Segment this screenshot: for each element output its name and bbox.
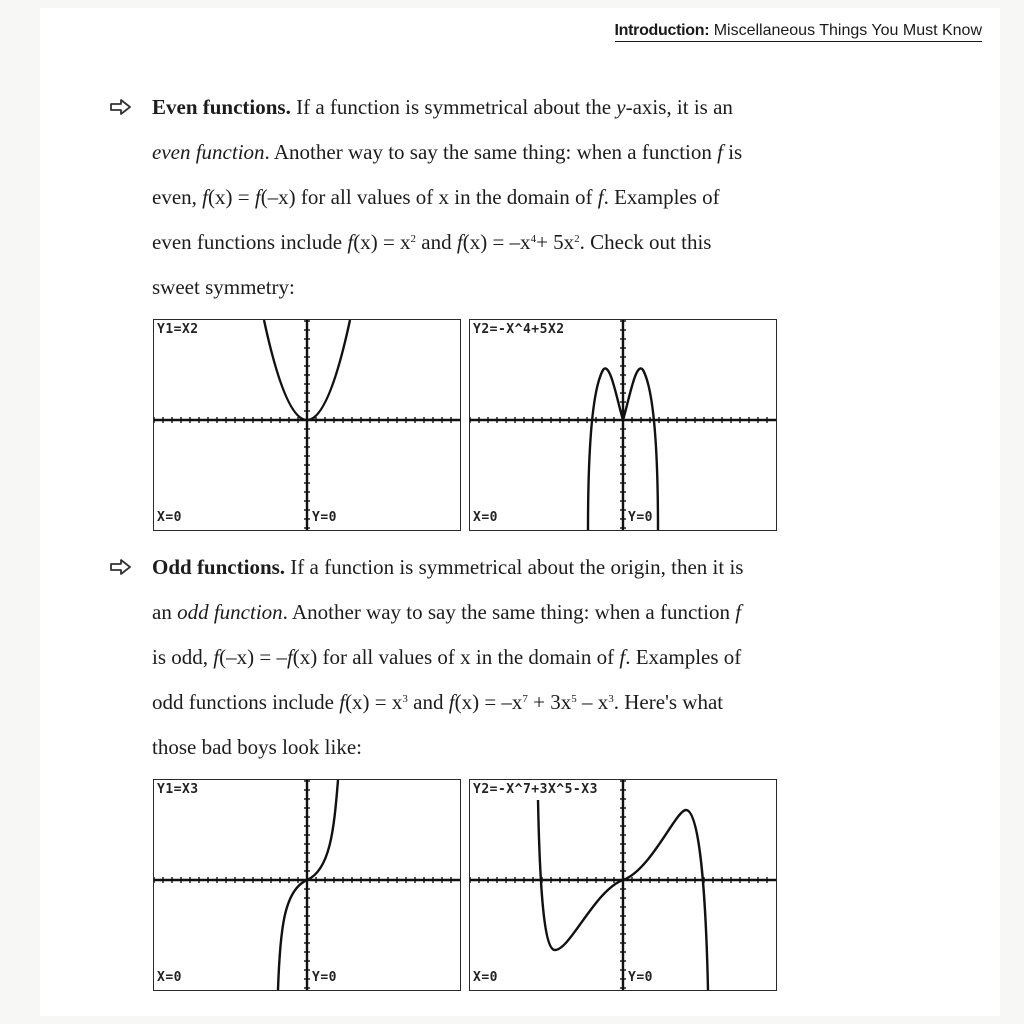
text-run: odd functions include: [152, 690, 340, 714]
paragraph-line: [152, 186, 872, 231]
text-run: f: [339, 690, 346, 714]
graph-x-readout: X=0: [473, 510, 498, 525]
exponent: 2: [574, 233, 580, 245]
text-run: sweet symmetry:: [152, 275, 295, 299]
text-run: and: [407, 690, 449, 714]
text-run: even functions include: [152, 230, 348, 254]
text-run: . Another way to say the same thing: when a function: [264, 140, 718, 164]
text-run: y: [616, 95, 626, 119]
paragraph-line: [152, 601, 872, 646]
text-run: (–x) = –: [219, 645, 287, 669]
term-emphasis: even function: [152, 140, 265, 164]
text-run: . Another way to say the same thing: when a function: [282, 600, 736, 624]
graph-plot: [154, 320, 460, 530]
text-run: If a function is symmetrical about the origin, then it is: [285, 555, 744, 579]
graph-plot: [154, 780, 460, 990]
text-run: even,: [152, 185, 203, 209]
paragraph-line: [152, 276, 872, 321]
text-run: f: [735, 600, 742, 624]
paragraph-line: [152, 96, 872, 141]
term-heading: Odd functions.: [152, 555, 286, 579]
graph-x-readout: X=0: [157, 510, 182, 525]
odd-functions-paragraph: [152, 556, 872, 781]
text-run: (x) = x: [345, 690, 403, 714]
graph-y-readout: Y=0: [312, 970, 337, 985]
calculator-graph-y1-even: [153, 319, 461, 531]
text-run: those bad boys look like:: [152, 735, 362, 759]
graph-y-readout: Y=0: [628, 970, 653, 985]
exponent: 3: [608, 693, 614, 705]
text-run: (x) = x: [353, 230, 411, 254]
text-run: f: [456, 230, 463, 254]
text-run: f: [597, 185, 604, 209]
arrow-right-outline-icon: [110, 558, 132, 576]
graph-x-readout: X=0: [473, 970, 498, 985]
text-run: (x) =: [208, 185, 255, 209]
text-run: . Check out this: [579, 230, 712, 254]
text-run: . Here's what: [613, 690, 724, 714]
axis-ticks: [154, 321, 451, 528]
axis-ticks: [470, 321, 767, 528]
arrow-right-outline-icon: [110, 98, 132, 116]
text-run: is odd,: [152, 645, 214, 669]
exponent: 5: [571, 693, 577, 705]
text-run: f: [254, 185, 261, 209]
text-run: + 5x: [536, 230, 575, 254]
text-run: is: [722, 140, 743, 164]
text-run: f: [202, 185, 208, 209]
text-run: If a function is symmetrical about the: [290, 95, 617, 119]
paragraph-line: [152, 646, 872, 691]
graph-equation: Y1=X3: [157, 782, 199, 797]
graph-plot: [470, 780, 776, 990]
axis-ticks: [154, 781, 451, 988]
calculator-graph-y1-odd: [153, 779, 461, 991]
text-run: an: [152, 600, 178, 624]
text-run: f: [619, 645, 626, 669]
text-run: + 3x: [527, 690, 572, 714]
text-run: – x: [576, 690, 609, 714]
calculator-graph-y2-even: [469, 319, 777, 531]
exponent: 2: [410, 233, 417, 245]
text-run: . Examples of: [625, 645, 742, 669]
graph-equation: Y2=-X^4+5X2: [473, 322, 565, 337]
paragraph-line: [152, 231, 872, 276]
paragraph-line: [152, 141, 872, 186]
text-run: f: [286, 645, 293, 669]
text-run: f: [717, 140, 723, 164]
term-emphasis: odd function: [177, 600, 283, 624]
graph-plot: [470, 320, 776, 530]
text-run: . Examples of: [603, 185, 720, 209]
even-functions-paragraph: [152, 96, 872, 321]
text-run: (–x) for all values of x in the domain of: [260, 185, 598, 209]
text-run: (x) = –x: [454, 690, 523, 714]
exponent: 4: [530, 233, 537, 245]
graph-equation: Y1=X2: [157, 322, 199, 337]
text-run: (x) = –x: [462, 230, 531, 254]
graph-x-readout: X=0: [157, 970, 182, 985]
exponent: 7: [522, 693, 528, 705]
text-run: and: [416, 230, 457, 254]
graph-y-readout: Y=0: [312, 510, 337, 525]
exponent: 3: [402, 693, 408, 705]
paragraph-line: [152, 556, 872, 601]
term-heading: Even functions.: [152, 95, 291, 119]
text-run: f: [347, 230, 354, 254]
paragraph-line: [152, 736, 872, 781]
text-run: f: [213, 645, 220, 669]
paragraph-line: [152, 691, 872, 736]
calculator-graph-y2-odd: [469, 779, 777, 991]
graph-equation: Y2=-X^7+3X^5-X3: [473, 782, 598, 797]
header-title: Miscellaneous Things You Must Know: [709, 22, 982, 39]
text-run: f: [448, 690, 455, 714]
text-run: (x) for all values of x in the domain of: [292, 645, 620, 669]
text-run: -axis, it is an: [625, 95, 733, 119]
graph-y-readout: Y=0: [628, 510, 653, 525]
header-section-label: Introduction:: [614, 22, 710, 39]
page-header: [615, 22, 983, 42]
axis-ticks: [470, 781, 767, 988]
